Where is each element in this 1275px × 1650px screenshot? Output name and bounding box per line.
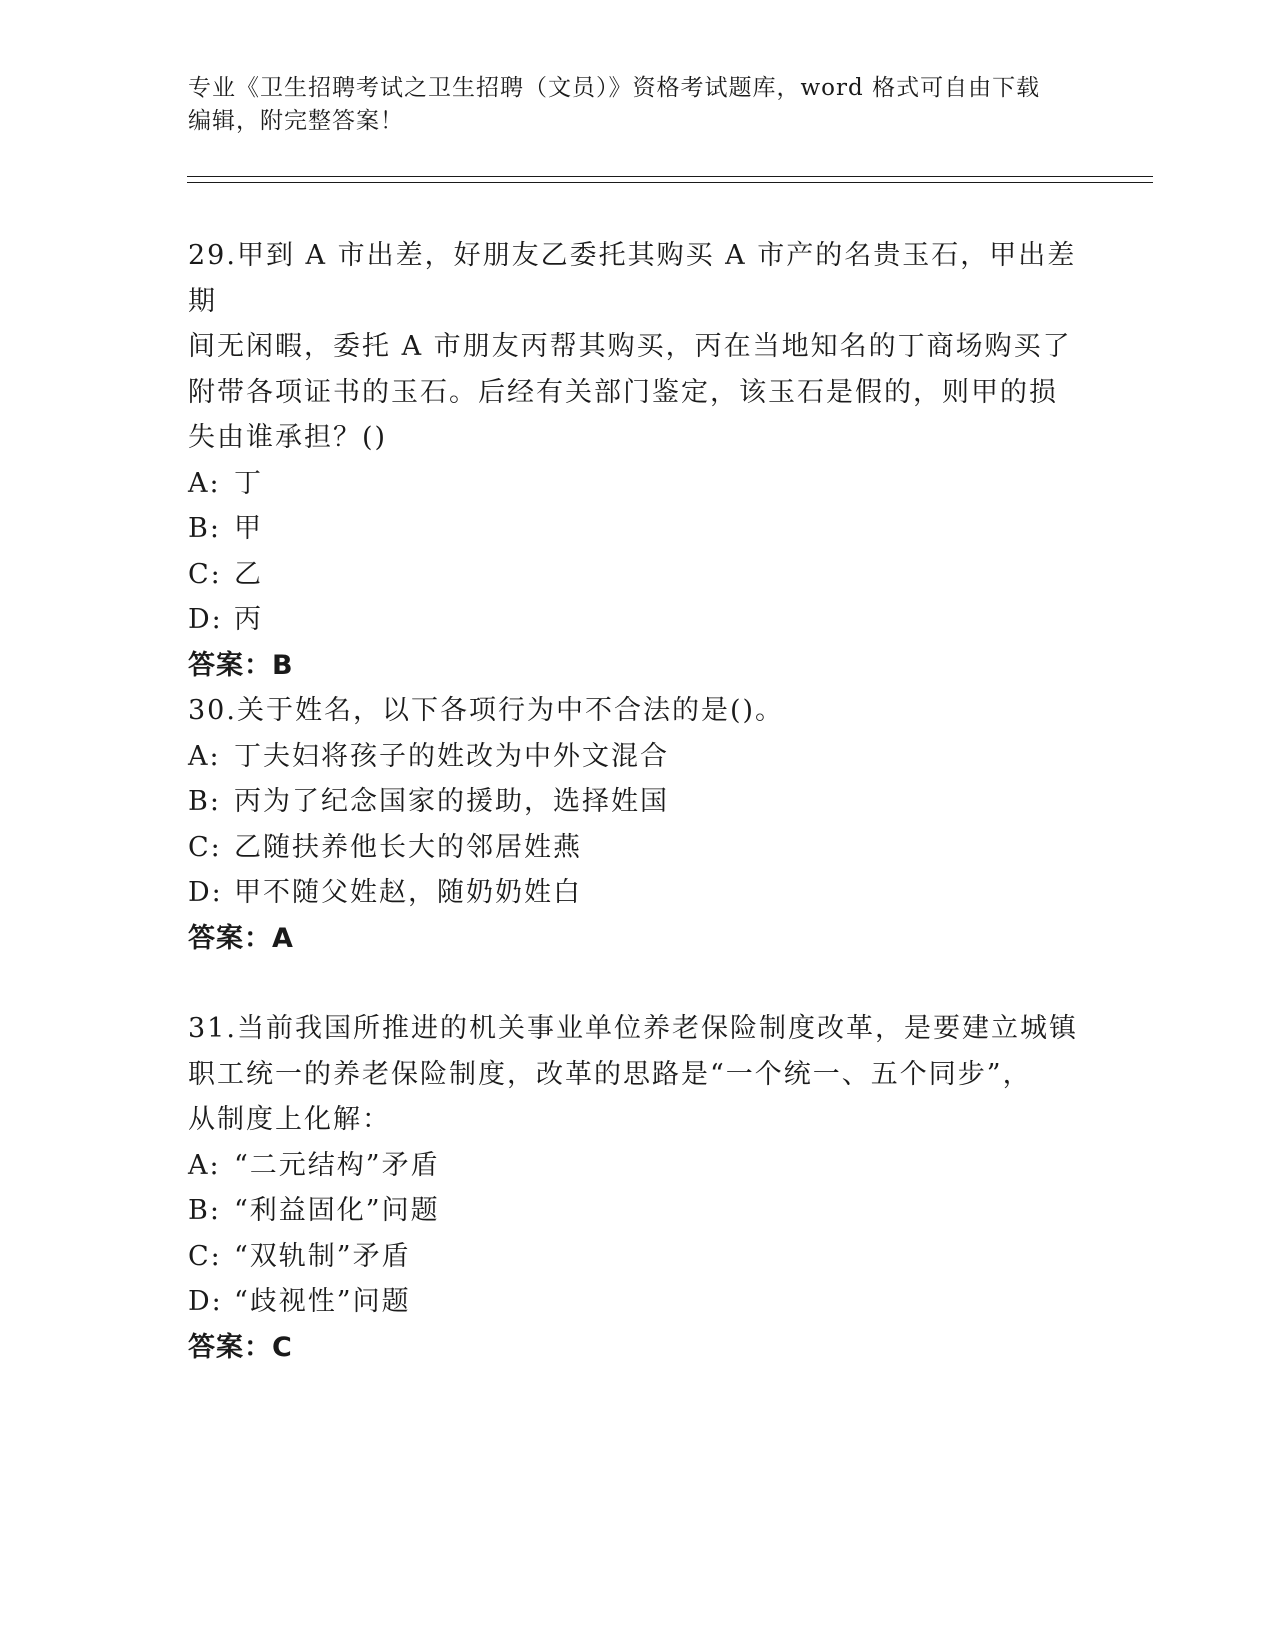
document-header [188, 72, 1078, 138]
option-b [188, 1188, 1088, 1234]
option-text: 甲不随父姓赵，随奶奶姓白 [234, 877, 582, 908]
option-a [188, 734, 1088, 780]
option-b [188, 779, 1088, 825]
question-stem-line: 间无闲暇，委托 A 市朋友丙帮其购买，丙在当地知名的丁商场购买了 [188, 331, 1072, 362]
option-c [188, 1234, 1088, 1280]
option-key: D: [188, 877, 223, 908]
option-key: A: [188, 740, 221, 772]
option-text: 丙为了纪念国家的援助，选择姓国 [234, 786, 669, 817]
question-stem-line: 附带各项证书的玉石。后经有关部门鉴定，该玉石是假的，则甲的损 [188, 376, 1058, 408]
question-stem-line: 职工统一的养老保险制度，改革的思路是“一个统一、五个同步”， [188, 1058, 1032, 1090]
option-key: C: [188, 831, 222, 863]
header-line-1: 专业《卫生招聘考试之卫生招聘（文员）》资格考试题库，word 格式可自由下载 [188, 75, 1041, 101]
option-text: 丁 [234, 467, 263, 499]
option-a [188, 461, 1088, 507]
option-text: “二元结构”矛盾 [234, 1149, 440, 1181]
question-30 [188, 688, 1088, 961]
option-text: “双轨制”矛盾 [234, 1240, 411, 1272]
option-text: “歧视性”问题 [234, 1286, 411, 1317]
question-31 [188, 1006, 1088, 1370]
question-stem-line: 失由谁承担？() [188, 422, 388, 453]
header-line-2: 编辑，附完整答案！ [188, 108, 404, 134]
question-stem-line: 从制度上化解： [188, 1104, 391, 1135]
option-text: 丙 [234, 604, 263, 635]
option-key: B: [188, 513, 221, 544]
option-key: D: [188, 604, 223, 635]
header-divider-top [187, 176, 1153, 177]
option-key: C: [188, 558, 222, 590]
option-key: A: [188, 467, 221, 499]
question-stem-line: 29.甲到 A 市出差，好朋友乙委托其购买 A 市产的名贵玉石，甲出差期 [188, 240, 1077, 317]
option-d [188, 597, 1088, 643]
option-d [188, 1279, 1088, 1325]
question-stem-line: 30.关于姓名，以下各项行为中不合法的是()。 [188, 695, 785, 726]
question-29 [188, 233, 1088, 688]
option-text: 乙 [234, 558, 263, 590]
option-text: 丁夫妇将孩子的姓改为中外文混合 [234, 740, 669, 772]
option-key: C: [188, 1240, 222, 1272]
answer-line: 答案：B [188, 649, 294, 681]
option-text: “利益固化”问题 [234, 1195, 440, 1226]
option-text: 乙随扶养他长大的邻居姓燕 [234, 831, 582, 863]
option-key: A: [188, 1149, 221, 1181]
option-b [188, 506, 1088, 552]
question-stem-line: 31.当前我国所推进的机关事业单位养老保险制度改革，是要建立城镇 [188, 1013, 1078, 1044]
option-d [188, 870, 1088, 916]
option-key: D: [188, 1286, 223, 1317]
option-key: B: [188, 786, 221, 817]
option-c [188, 552, 1088, 598]
answer-line: 答案：C [188, 1331, 293, 1363]
option-text: 甲 [234, 513, 263, 544]
option-a [188, 1143, 1088, 1189]
header-divider-bottom [187, 182, 1153, 183]
option-c [188, 825, 1088, 871]
option-key: B: [188, 1195, 221, 1226]
answer-line: 答案：A [188, 922, 294, 954]
